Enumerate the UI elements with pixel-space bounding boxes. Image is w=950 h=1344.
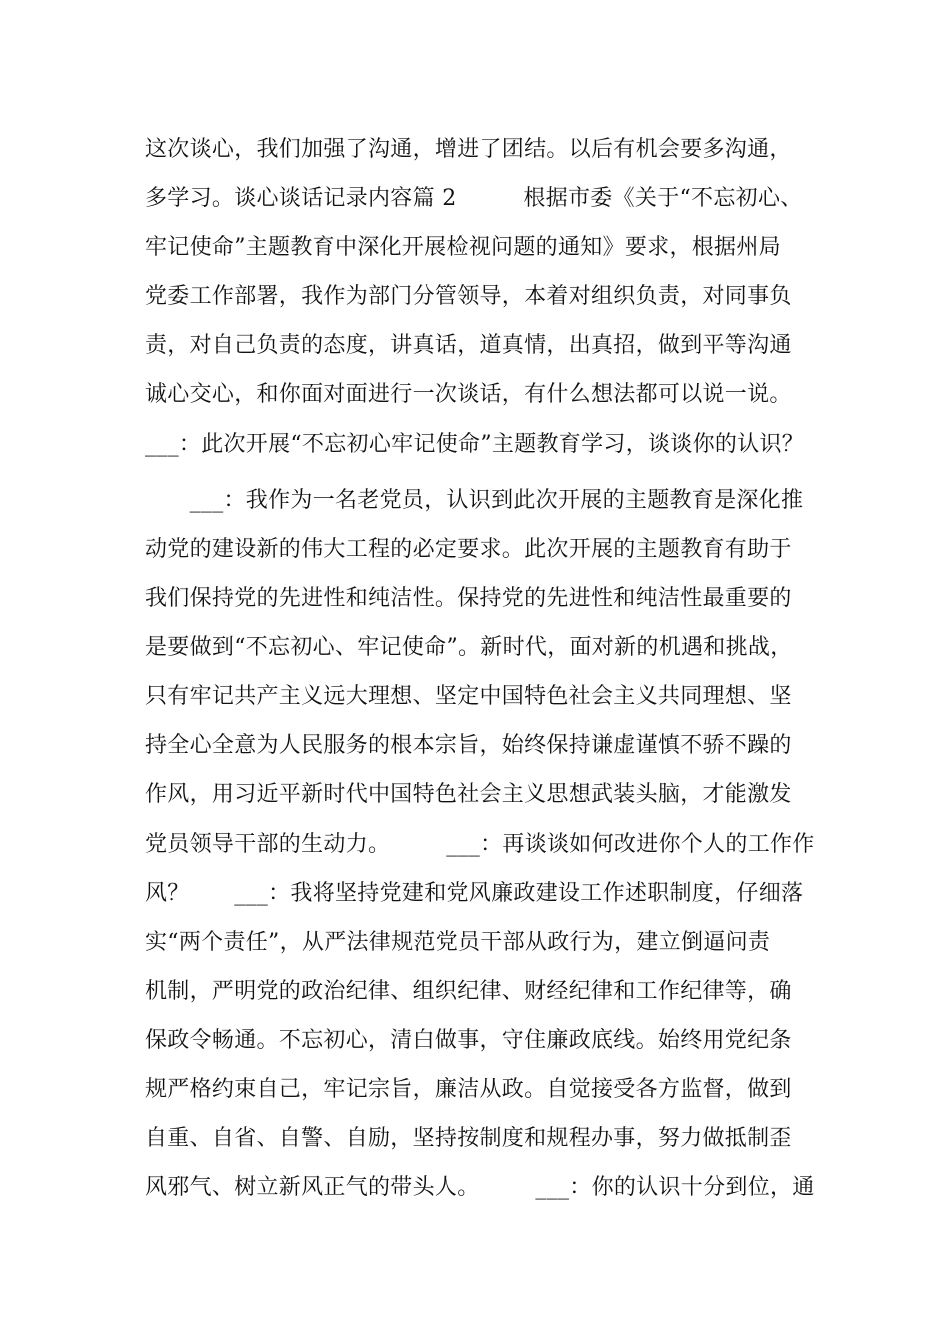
text-line: 实“两个责任”，从严法律规范党员干部从政行为，建立倒逼问责	[145, 930, 771, 955]
text-line: 机制，严明党的政治纪律、组织纪律、财经纪律和工作纪律等，确	[145, 979, 792, 1004]
text-line: 党员领导干部的生动力。 ___：再谈谈如何改进你个人的工作作	[145, 832, 815, 857]
text-line: 是要做到“不忘初心、牢记使命”。新时代，面对新的机遇和挑战，	[145, 635, 793, 660]
text-line: 牢记使命”主题教育中深化开展检视问题的通知》要求，根据州局	[145, 235, 781, 260]
text-line: 保政令畅通。不忘初心，清白做事，守住廉政底线。始终用党纪条	[145, 1028, 792, 1053]
text-line: 规严格约束自己，牢记宗旨，廉洁从政。自觉接受各方监督，做到	[145, 1077, 792, 1102]
text-line: 持全心全意为人民服务的根本宗旨，始终保持谦虚谨慎不骄不躁的	[145, 733, 792, 758]
text-line: 只有牢记共产主义远大理想、坚定中国特色社会主义共同理想、坚	[145, 684, 792, 709]
text-line: ___：我作为一名老党员，认识到此次开展的主题教育是深化推	[145, 488, 804, 513]
text-line: 党委工作部署，我作为部门分管领导，本着对组织负责，对同事负	[145, 284, 792, 309]
text-line: 作风，用习近平新时代中国特色社会主义思想武装头脑，才能激发	[145, 782, 792, 807]
text-line: 我们保持党的先进性和纯洁性。保持党的先进性和纯洁性最重要的	[145, 586, 792, 611]
text-line: 风？ ___：我将坚持党建和党风廉政建设工作述职制度，仔细落	[145, 881, 804, 906]
text-line: 这次谈心，我们加强了沟通，增进了团结。以后有机会要多沟通，	[145, 137, 792, 162]
text-line: 风邪气、树立新风正气的带头人。 ___：你的认识十分到位，通	[145, 1175, 815, 1200]
text-line: 责，对自己负责的态度，讲真话，道真情，出真招，做到平等沟通	[145, 333, 792, 358]
text-line: 自重、自省、自警、自励，坚持按制度和规程办事，努力做抵制歪	[145, 1126, 792, 1151]
text-line: 动党的建设新的伟大工程的必定要求。此次开展的主题教育有助于	[145, 537, 792, 562]
text-line: 多学习。谈心谈话记录内容篇 2 根据市委《关于“不忘初心、	[145, 186, 803, 211]
text-line: 诚心交心，和你面对面进行一次谈话，有什么想法都可以说一说。	[145, 382, 792, 407]
text-line: ___：此次开展“不忘初心牢记使命”主题教育学习，谈谈你的认识？	[145, 432, 805, 457]
